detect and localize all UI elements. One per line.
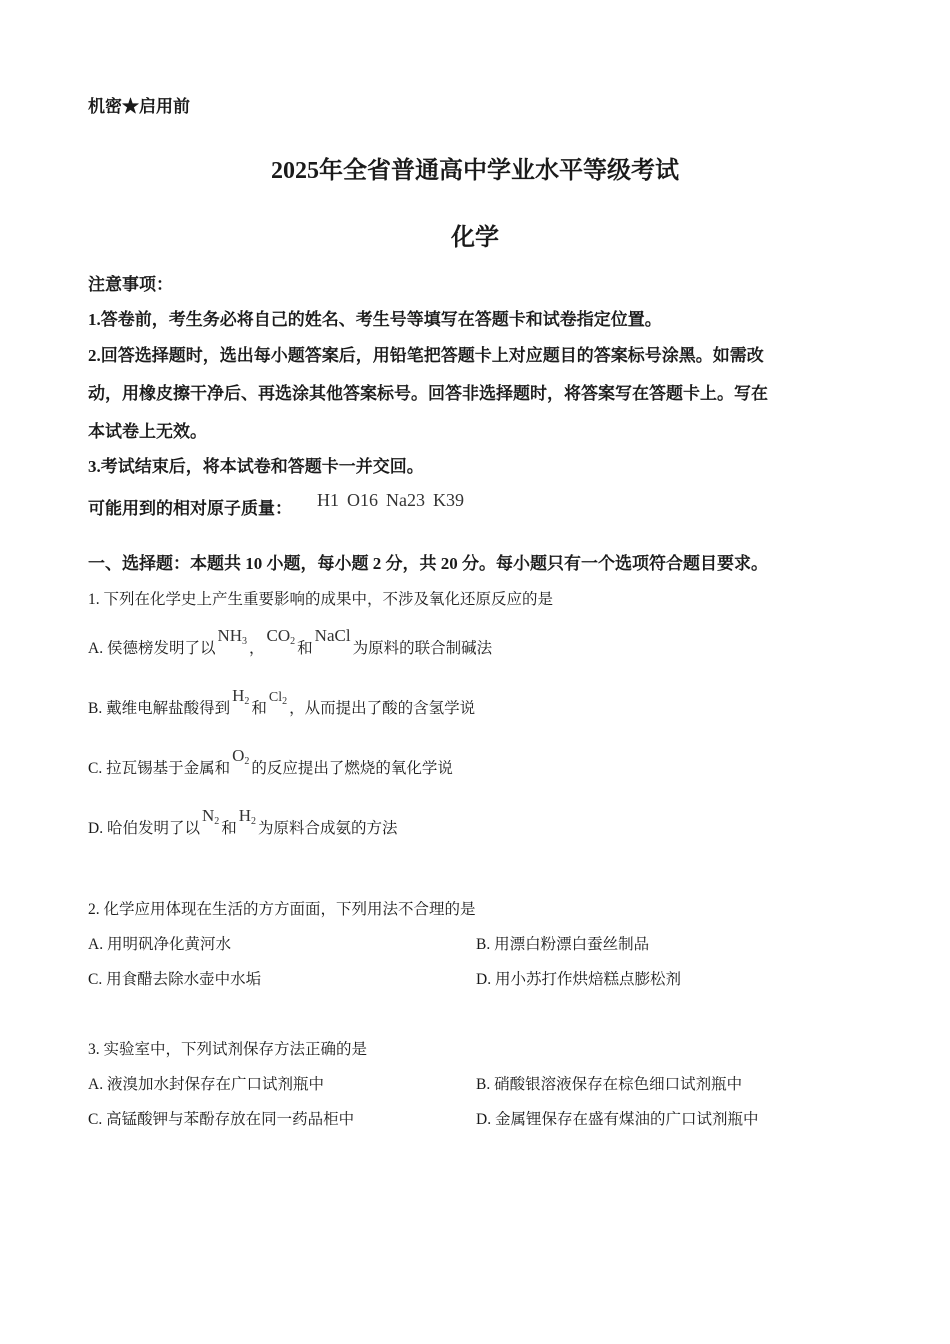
formula-o2: $O_2$: [232, 746, 250, 767]
mass-na: Na23: [386, 490, 425, 510]
q3-option-d: D. 金属锂保存在盛有煤油的广口试剂瓶中: [476, 1111, 759, 1128]
q1-option-a: A. 侯德榜发明了以$NH_3$ ，$CO_2$ 和NaCl为原料的联合制碱法: [88, 626, 493, 657]
note-item-3: 3.考试结束后，将本试卷和答题卡一并交回。: [88, 457, 424, 476]
section-heading: 一、选择题：本题共 10 小题，每小题 2 分，共 20 分。每小题只有一个选项符合题目要求。: [88, 554, 768, 573]
q2-option-c: C. 用食醋去除水壶中水垢: [88, 971, 262, 988]
notes-heading: 注意事项：: [88, 275, 173, 294]
mass-k: K39: [433, 490, 464, 510]
formula-nacl: NaCl: [314, 626, 351, 645]
q2-option-d: D. 用小苏打作烘焙糕点膨松剂: [476, 971, 681, 988]
q3-stem: 3. 实验室中，下列试剂保存方法正确的是: [88, 1041, 368, 1058]
q1-option-c: C. 拉瓦锡基于金属和$O_2$ 的反应提出了燃烧的氧化学说: [88, 746, 453, 777]
q2-stem: 2. 化学应用体现在生活的方方面面，下列用法不合理的是: [88, 901, 476, 918]
q3-option-c: C. 高锰酸钾与苯酚存放在同一药品柜中: [88, 1111, 355, 1128]
note-item-2: 2.回答选择题时，选出每小题答案后，用铅笔把答题卡上对应题目的答案标号涂黑。如需改: [88, 346, 764, 365]
atomic-mass-label: 可能用到的相对原子质量：: [88, 499, 292, 518]
q1-option-d: D. 哈伯发明了以$N_2$ 和$H_2$ 为原料合成氨的方法: [88, 806, 398, 837]
exam-title: 2025年全省普通高中学业水平等级考试: [271, 158, 679, 184]
q3-option-a: A. 液溴加水封保存在广口试剂瓶中: [88, 1076, 324, 1093]
q2-option-b: B. 用漂白粉漂白蚕丝制品: [476, 936, 650, 953]
mass-o: O16: [347, 490, 378, 510]
note-item-2-end: 本试卷上无效。: [88, 422, 207, 441]
q3-option-b: B. 硝酸银溶液保存在棕色细口试剂瓶中: [476, 1076, 743, 1093]
note-item-1: 1.答卷前，考生务必将自己的姓名、考生号等填写在答题卡和试卷指定位置。: [88, 310, 662, 329]
formula-h2: $H_2$: [238, 806, 257, 827]
q1-stem: 1. 下列在化学史上产生重要影响的成果中，不涉及氧化还原反应的是: [88, 591, 554, 608]
formula-cl2: $Cl_2$: [268, 690, 288, 707]
formula-n2: $N_2$: [201, 806, 220, 827]
note-item-2-cont: 动，用橡皮擦干净后、再选涂其他答案标号。回答非选择题时，将答案写在答题卡上。写在: [88, 384, 768, 403]
confidential-label: 机密★启用前: [88, 97, 190, 116]
subject-title: 化学: [451, 225, 499, 251]
formula-nh3: $NH_3$: [217, 626, 248, 647]
atomic-masses: [317, 490, 472, 511]
q2-option-a: A. 用明矾净化黄河水: [88, 936, 231, 953]
formula-co2: $CO_2$: [266, 626, 296, 647]
q1-option-b: B. 戴维电解盐酸得到$H_2$ 和$Cl_2$ ，从而提出了酸的含氢学说: [88, 686, 476, 717]
formula-h2: $H_2$: [232, 686, 250, 707]
mass-h: H1: [317, 490, 339, 510]
